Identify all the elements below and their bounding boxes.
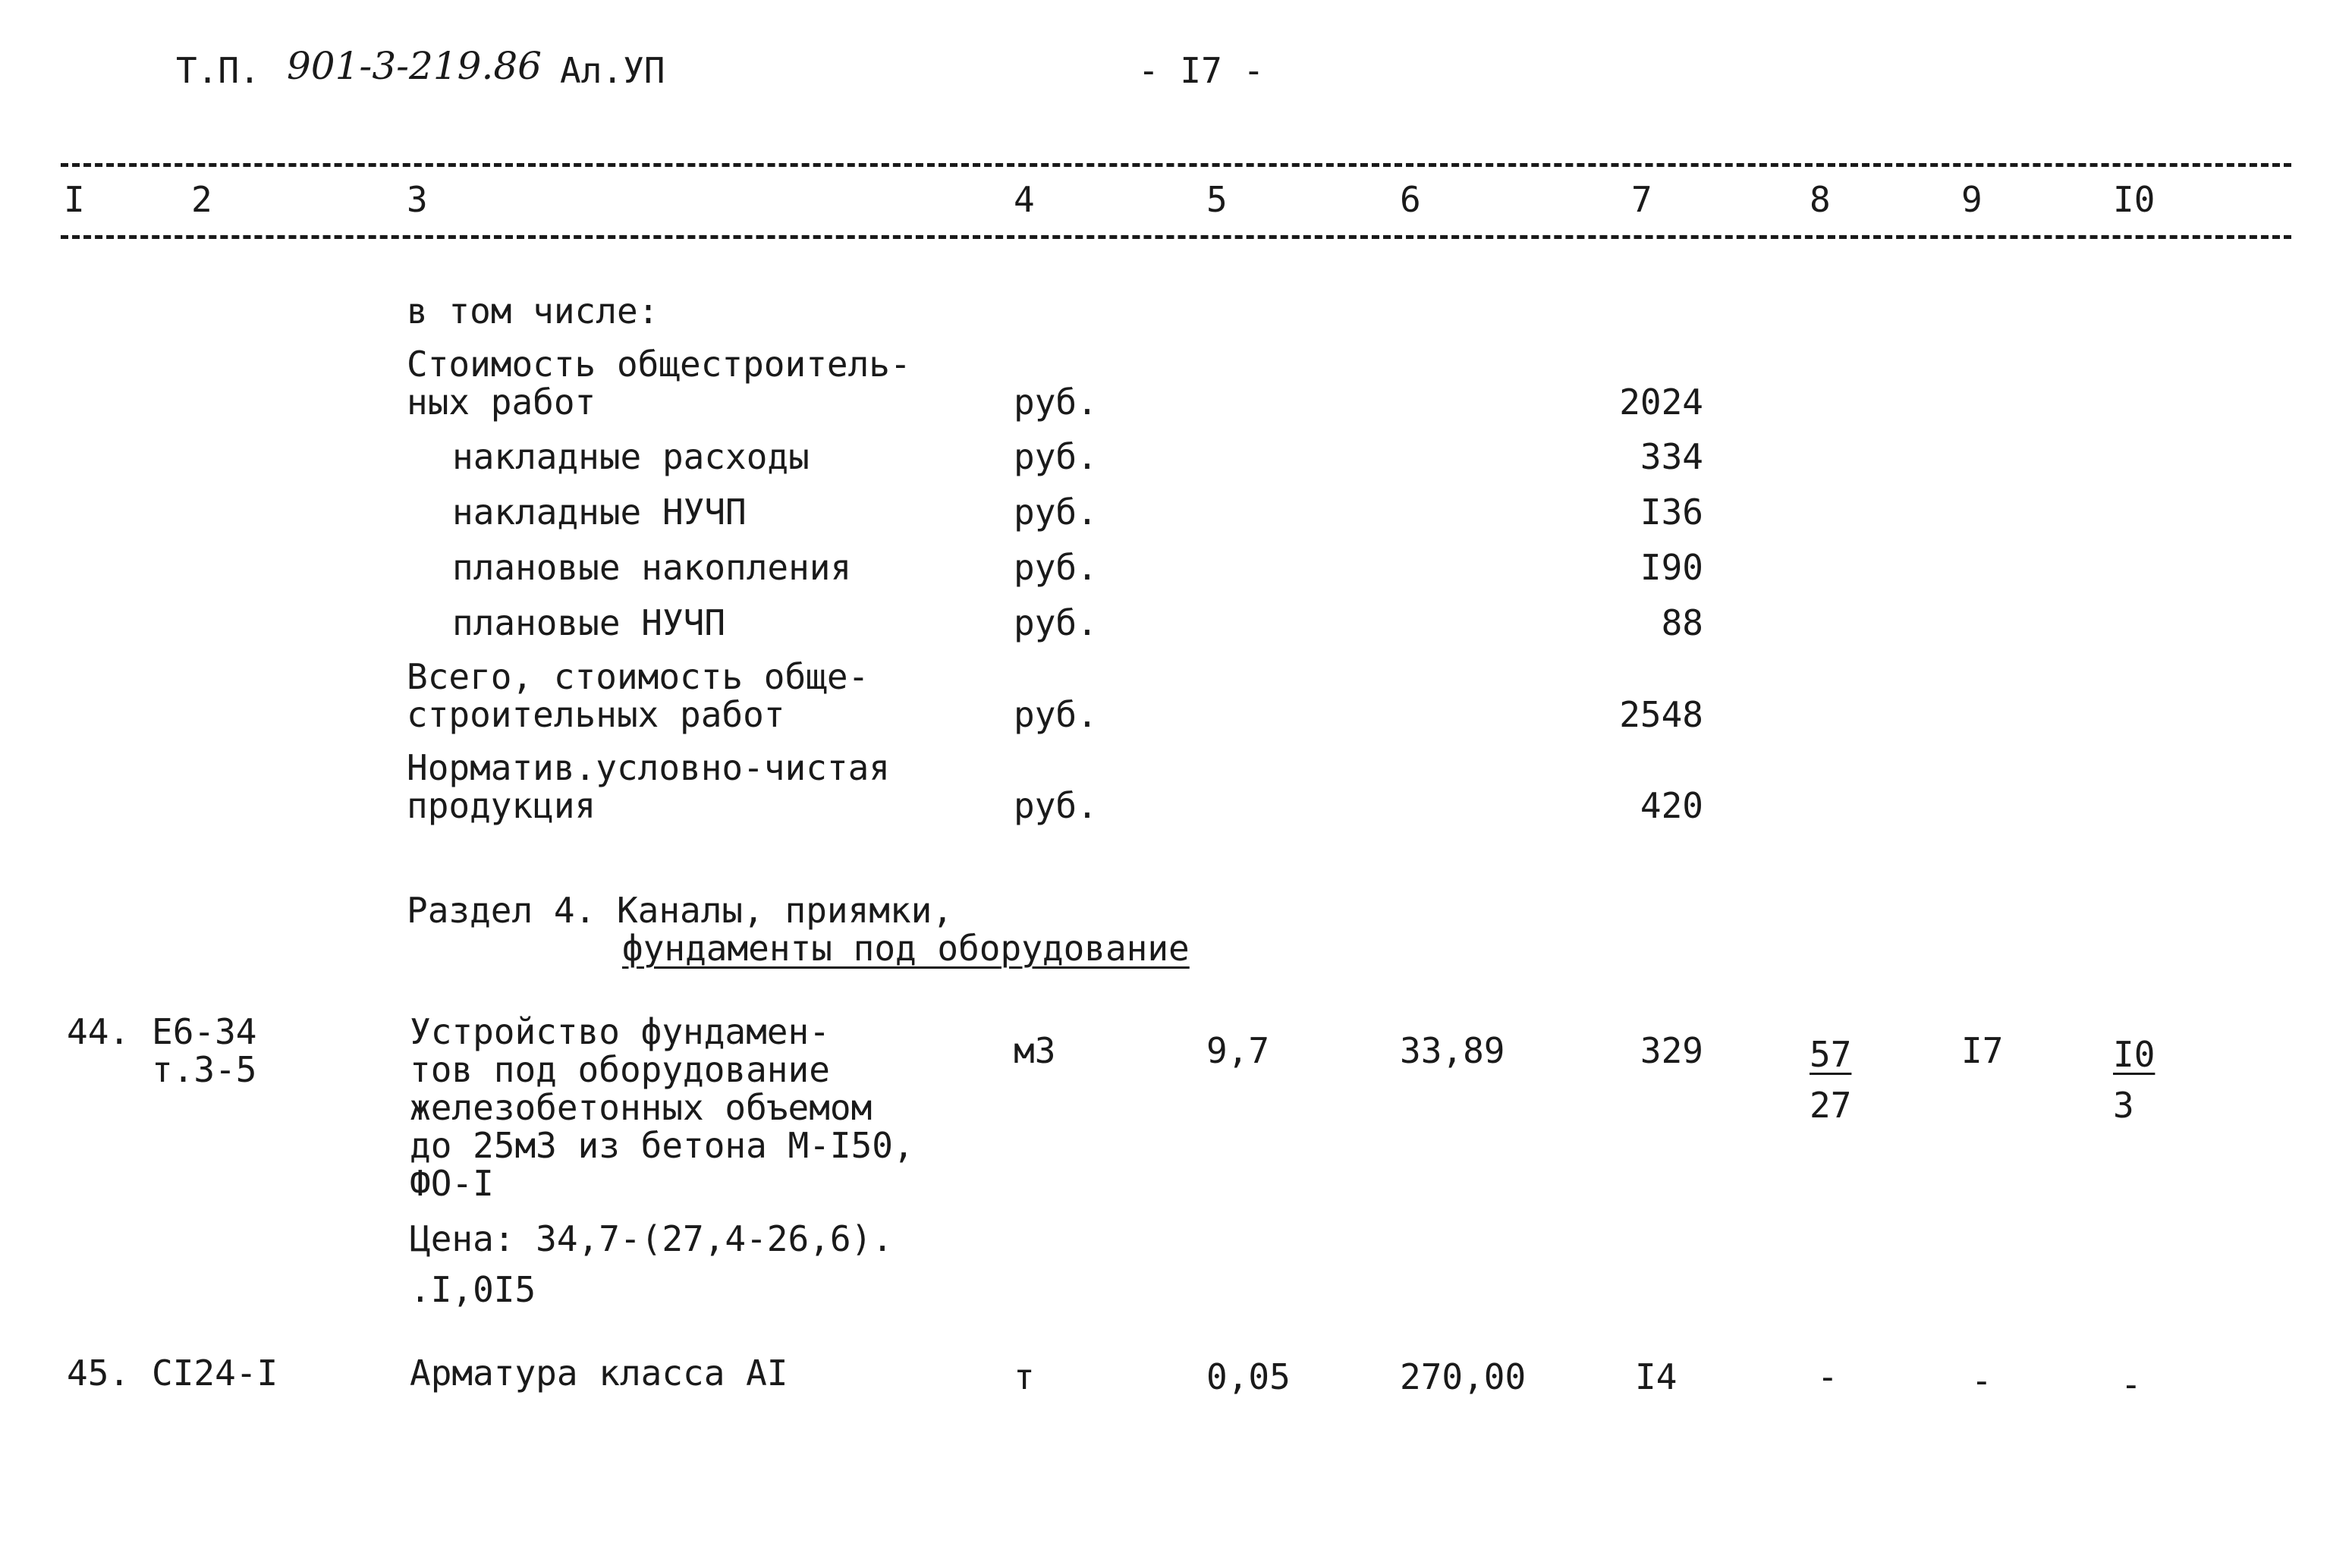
norm-label-2: продукция: [407, 785, 596, 826]
total-unit: руб.: [1014, 694, 1098, 735]
row45-unit: т: [1014, 1356, 1035, 1397]
row44-price: 33,89: [1400, 1030, 1505, 1071]
row45-col8: -: [1817, 1356, 1838, 1397]
page-number: - I7 -: [1138, 50, 1265, 91]
row44-price-formula-2: .I,0I5: [410, 1269, 536, 1310]
planned-nuchp-value: 88: [1661, 602, 1703, 643]
row44-desc-2: тов под оборудование: [410, 1049, 830, 1090]
norm-unit: руб.: [1014, 785, 1098, 826]
doc-number: 901-3-219.86: [287, 44, 542, 88]
planned-savings-value: I90: [1640, 547, 1703, 588]
row45-number: 45.: [67, 1353, 130, 1394]
row44-desc-1: Устройство фундамен-: [410, 1011, 830, 1052]
col-header-8: 8: [1810, 179, 1831, 220]
total-label-1: Всего, стоимость обще-: [407, 656, 869, 697]
row45-price: 270,00: [1400, 1356, 1527, 1397]
overhead-label: накладные расходы: [452, 436, 810, 477]
row45-desc: Арматура класса АI: [410, 1353, 788, 1394]
row44-qty: 9,7: [1206, 1030, 1270, 1071]
planned-nuchp-unit: руб.: [1014, 602, 1098, 643]
row44-col8-bottom: 27: [1810, 1085, 1852, 1126]
col-header-3: 3: [407, 179, 428, 220]
row44-total: 329: [1640, 1030, 1703, 1071]
col-header-4: 4: [1014, 179, 1035, 220]
col-header-9: 9: [1961, 179, 1983, 220]
norm-value: 420: [1640, 785, 1703, 826]
col-header-10: I0: [2113, 179, 2155, 220]
row44-desc-5: ФО-I: [410, 1163, 494, 1204]
planned-nuchp-label: плановые НУЧП: [452, 602, 726, 643]
row45-total: I4: [1635, 1356, 1678, 1397]
row44-desc-4: до 25м3 из бетона М-I50,: [410, 1125, 914, 1166]
col-header-6: 6: [1400, 179, 1421, 220]
general-cost-unit: руб.: [1014, 382, 1098, 423]
planned-savings-label: плановые накопления: [452, 547, 852, 588]
col-header-1: I: [64, 179, 85, 220]
row44-col10-top: I0: [2113, 1034, 2155, 1075]
in-total-label: в том числе:: [407, 291, 659, 332]
total-label-2: строительных работ: [407, 694, 785, 735]
row44-price-formula-1: Цена: 34,7-(27,4-26,6).: [410, 1218, 893, 1259]
col-header-5: 5: [1206, 179, 1228, 220]
overhead-nuchp-value: I36: [1640, 492, 1703, 533]
row44-unit: м3: [1014, 1030, 1056, 1071]
general-cost-label-2: ных работ: [407, 382, 596, 423]
overhead-unit: руб.: [1014, 436, 1098, 477]
col-header-2: 2: [191, 179, 212, 220]
overhead-nuchp-unit: руб.: [1014, 492, 1098, 533]
total-value: 2548: [1619, 694, 1703, 735]
general-cost-value: 2024: [1619, 382, 1703, 423]
norm-label-1: Норматив.условно-чистая: [407, 747, 890, 788]
overhead-value: 334: [1640, 436, 1703, 477]
section4-title-1: Раздел 4. Каналы, приямки,: [407, 890, 954, 931]
row44-col8-top: 57: [1810, 1034, 1852, 1075]
col-header-7: 7: [1631, 179, 1652, 220]
overhead-nuchp-label: накладные НУЧП: [452, 492, 747, 533]
header-bottom-rule: [61, 235, 2291, 239]
row45-code: СI24-I: [152, 1353, 278, 1394]
row44-code-1: Е6-34: [152, 1011, 257, 1052]
row45-col9: -: [1971, 1360, 1992, 1401]
album-label: Ал.УП: [560, 50, 665, 91]
planned-savings-unit: руб.: [1014, 547, 1098, 588]
row44-code-2: т.3-5: [152, 1049, 257, 1090]
row44-desc-3: железобетонных объемом: [410, 1087, 873, 1128]
doc-prefix: Т.П.: [176, 50, 260, 91]
general-cost-label-1: Стоимость общестроитель-: [407, 344, 911, 385]
row44-col9: I7: [1961, 1030, 2004, 1071]
section4-title-2: фундаменты под оборудование: [622, 928, 1190, 969]
row44-col10-bottom: 3: [2113, 1085, 2134, 1126]
row45-col10: -: [2121, 1364, 2142, 1405]
row45-qty: 0,05: [1206, 1356, 1291, 1397]
row44-number: 44.: [67, 1011, 130, 1052]
header-top-rule: [61, 163, 2291, 167]
